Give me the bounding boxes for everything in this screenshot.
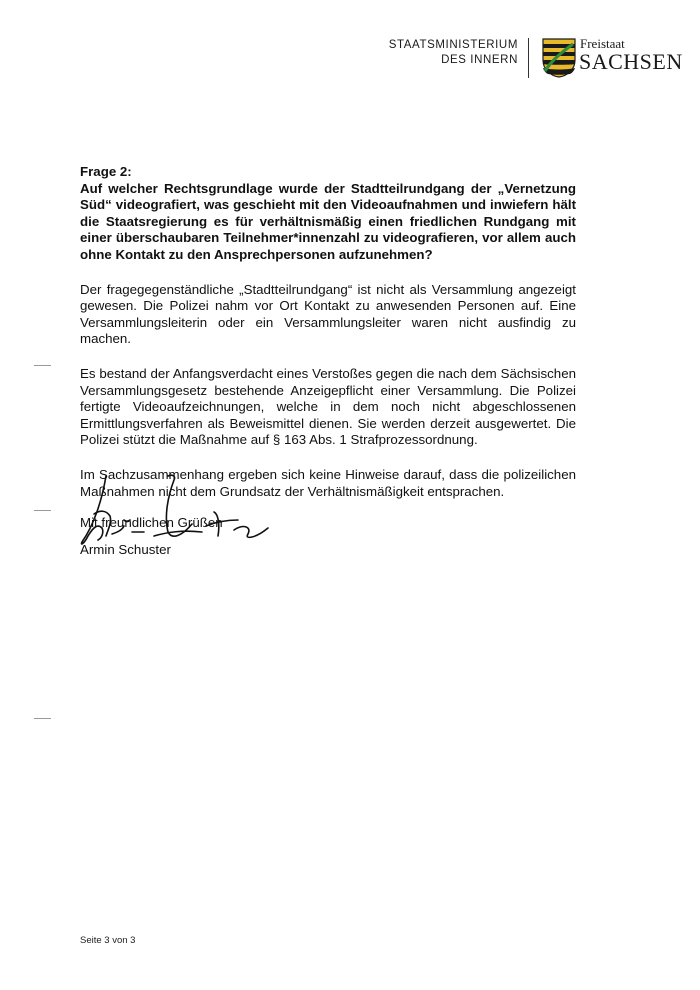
- question-label: Frage 2:: [80, 164, 132, 179]
- question-text: Auf welcher Rechtsgrundlage wurde der Stadtteilrundgang der „Vernetzung Süd“ videografiert, was geschieht mit den Videoaufnahmen und inwiefern hält die Staatsregierung es für verhältnismäßig einen friedlichen Rundgang mit einer überschaubaren Teilnehmer*innenzahl zu videografieren, vor allem auch ohne Kontakt zu den Ansprechpersonen aufzunehmen?: [80, 180, 576, 262]
- ministry-line-1: STAATSMINISTERIUM: [388, 39, 518, 51]
- letterhead: [0, 36, 700, 86]
- closing-greeting: Mit freundlichen Grüßen: [80, 515, 223, 531]
- ministry-name: [389, 38, 518, 68]
- state-label-large: SACHSEN: [579, 49, 683, 74]
- answer-paragraph-2: Es bestand der Anfangsverdacht eines Verstoßes gegen die nach dem Sächsischen Versammlungsgesetz bestehende Anzeigepflicht einer Versammlung. Die Polizei fertigte Videoaufzeichnungen, welche in dem noch nicht abgeschlossenen Ermittlungsverfahren als Beweismittel dienen. Sie werden derzeit ausgewertet. Die Polizei stützt die Maßnahme auf § 163 Abs. 1 Strafprozessordnung.: [80, 365, 576, 448]
- page-number: Seite 3 von 3: [80, 935, 136, 946]
- header-divider: [528, 38, 529, 78]
- punch-mark: [34, 718, 51, 719]
- fold-mark: [34, 510, 51, 511]
- coat-of-arms-icon: [542, 38, 576, 78]
- state-label-small: Freistaat: [580, 36, 625, 51]
- answer-paragraph-3: Im Sachzusammenhang ergeben sich keine Hinweise darauf, dass die polizeilichen Maßnahmen nicht dem Grundsatz der Verhältnismäßigkeit entsprachen.: [80, 466, 576, 499]
- signer-name: Armin Schuster: [80, 542, 171, 557]
- answer-paragraph-1: Der fragegegenständliche „Stadtteilrundgang“ ist nicht als Versammlung angezeigt gewesen. Die Polizei nahm vor Ort Kontakt zu anwesenden Personen auf. Eine Versammlungsleiterin oder ein Versammlungsleiter waren nicht ausfindig zu machen.: [80, 281, 576, 347]
- ministry-line-2: DES INNERN: [441, 54, 518, 66]
- fold-mark: [34, 365, 51, 366]
